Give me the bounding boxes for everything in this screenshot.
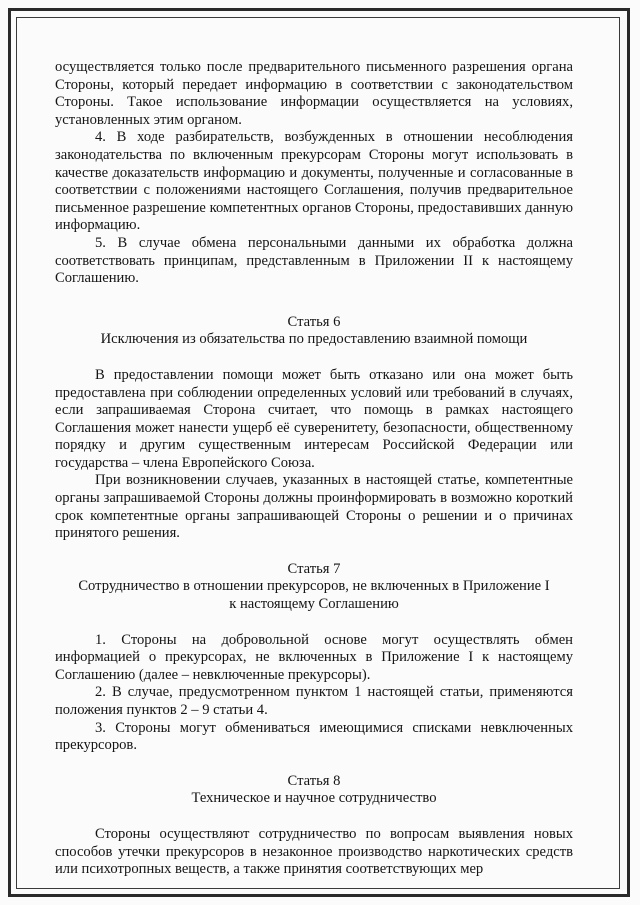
paragraph: В предоставлении помощи может быть отказано или она может быть предоставлена при соблюдении определенных условий или требований в случаях, если запрашиваемая Сторона считает, что помощь в рамках настоящего Соглашения может нанести ущерб её суверенитету, безопасности, общественному порядку и другим существенным интересам Российской Федерации или государства – члена Европейского Союза. <box>55 366 573 471</box>
paragraph: При возникновении случаев, указанных в настоящей статье, компетентные органы запрашиваемой Стороны должны проинформировать в возможно короткий срок компетентные органы запрашивающей Стороны о решении и о причинах принятого решения. <box>55 472 573 542</box>
article-8-title: Техническое и научное сотрудничество <box>191 790 437 807</box>
document-body <box>55 59 573 879</box>
paragraph: 3. Стороны могут обмениваться имеющимися списками невключенных прекурсоров. <box>55 719 573 754</box>
article-6-title: Исключения из обязательства по предоставлению взаимной помощи <box>100 331 528 348</box>
paragraph: Стороны осуществляют сотрудничество по вопросам выявления новых способов утечки прекурсоров в незаконное производство наркотических средств или психотропных веществ, а также принятия соответствующих мер <box>55 825 573 878</box>
article-6-number: Статья 6 <box>287 313 341 330</box>
paragraph: осуществляется только после предварительного письменного разрешения органа Стороны, который передает информацию в соответствии с законодательством Стороны. Такое использование информации осуществляется на условиях, установленных этим органом. <box>55 59 573 128</box>
article-7-number: Статья 7 <box>287 560 341 577</box>
article-7-title-line-2: к настоящему Соглашению <box>229 596 399 613</box>
paragraph: 5. В случае обмена персональными данными их обработка должна соответствовать принципам, представленным в Приложении II к настоящему Соглашению. <box>55 234 573 287</box>
paragraph: 4. В ходе разбирательств, возбужденных в отношении несоблюдения законодательства по включенным прекурсорам Стороны могут использовать в качестве доказательств информацию и документы, полученные и согласованные в соответствии с положениями настоящего Соглашения, получив предварительное письменное разрешение компетентных органов Стороны, предоставивших данную информацию. <box>55 129 573 234</box>
paragraph: 2. В случае, предусмотренном пунктом 1 настоящей статьи, применяются положения пунктов 2 – 9 статьи 4. <box>55 684 573 718</box>
paragraph: 1. Стороны на добровольной основе могут осуществлять обмен информацией о прекурсорах, не включенных в Приложение I к настоящему Соглашению (далее – невключенные прекурсоры). <box>55 631 573 683</box>
article-8-number: Статья 8 <box>287 772 341 789</box>
article-7-title-line-1: Сотрудничество в отношении прекурсоров, не включенных в Приложение I <box>78 578 550 595</box>
